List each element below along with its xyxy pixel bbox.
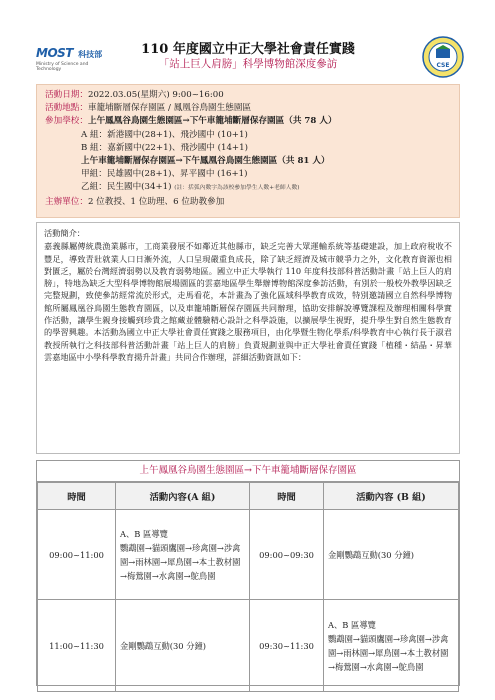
logo-text: MOST	[36, 46, 73, 60]
event-introduction	[36, 222, 460, 454]
group-yi: 乙組：民生國中(34+1) (註：括弧內數字為該校參加學生人數+老師人數)	[81, 182, 300, 193]
page-title: 110 年度國立中正大學社會責任實踐	[141, 42, 355, 57]
event-date: 活動日期：2022.03.05(星期六) 9:00~16:00	[45, 90, 224, 100]
col-header-activity-a: 活動內容(A 組)	[116, 483, 250, 510]
time-a-cell: 09:00~11:00	[38, 510, 116, 600]
intro-paragraph: 嘉義縣屬傳統農漁業縣市，工商業發展不如鄰近其他縣市，缺乏完善大眾運輸系統等基礎建設，加上政府稅收不豐足，導致青壯就業人口日漸外流，人口呈現嚴重負成長，除了缺乏經濟及城市競爭力之外，文化教育資源也相對匱乏，屬於台灣經濟弱勢以及教育弱勢地區。國立中正大學執行 110 年度科技部科普活動計畫「站上巨人的肩膀」，特地為缺乏大型科學博物館展場園區的雲嘉地區學生舉辦博物館深度參訪活動，有別於一般校外教學因缺乏完整規劃，致使參訪經常流於形式，走馬看花，本計畫為了強化區域科學教育成效，特別邀請國立自然科學博物館所屬鳳凰谷鳥園生態教育園區，以及車籠埔斷層保存園區共同辦理，協助安排解說導覽課程及辦理相關科學實作活動，讓學生親身接觸到珍貴之館藏並體驗精心設計之科學設施，以擴展學生視野，提升學生對自然生態教育的學習興趣。本活動為國立中正大學社會責任實踐之服務項目，由化學暨生物化學系/科學教育中心執行長于淑君教授所執行之科技部科普活動計畫「站上巨人的肩膀」負責規劃並與中正大學社會責任實踐「植種・結晶・昇華雲嘉地區中小學科學教育揚升計畫」共同合作辦理，詳細活動資訊如下：	[44, 241, 452, 362]
time-b-cell: 09:00~09:30	[250, 510, 324, 600]
page-subtitle: 「站上巨人肩膀」科學博物館深度參訪	[158, 58, 338, 70]
group-b: B 組：嘉新國中(22+1)、飛沙國中 (14+1)	[81, 142, 248, 153]
intro-heading: 活動簡介：	[44, 228, 85, 238]
group-jia: 甲組：民雄國中(28+1)、昇平國中 (16+1)	[81, 169, 248, 180]
header	[36, 34, 460, 82]
event-place: 活動地點：車籠埔斷層保存園區 / 鳳凰谷鳥園生態園區	[45, 103, 252, 114]
activity-b-cell: 金剛鸚鵡互動(30 分鐘)	[324, 510, 459, 600]
activity-a-cell: A、B 區導覽 鸚鵡園→貓頭鷹園→珍禽園→涉禽園→雨林園→犀鳥園→本土教材園→梅鶯園→水禽園→鴕鳥園	[116, 510, 250, 600]
event-info-box	[36, 84, 460, 218]
activity-a-cell: 金剛鸚鵡互動(30 分鐘)	[116, 600, 250, 692]
schedule-table	[37, 482, 459, 692]
schedule-title: 上午鳳凰谷鳥園生態園區→下午車籠埔斷層保存園區	[37, 461, 459, 482]
col-header-activity-b: 活動內容 (B 組)	[324, 483, 459, 510]
seal-text: CSE	[436, 62, 450, 69]
group-a: A 組：新港國中(28+1)、飛沙國中 (10+1)	[81, 129, 248, 140]
organizer: 主辦單位：2 位教授、1 位助理、6 位助教參加	[45, 196, 225, 207]
time-b-cell: 09:30~11:30	[250, 600, 324, 692]
schedule-table-box	[36, 460, 460, 686]
university-seal-icon	[422, 36, 464, 78]
col-header-time-b: 時間	[250, 483, 324, 510]
most-logo	[36, 42, 106, 74]
time-a-cell: 11:00~11:30	[38, 600, 116, 692]
logo-en: Ministry of Science and Technology	[36, 62, 89, 72]
schedule-header-row	[38, 483, 459, 510]
pm-route: 上午車籠埔斷層保存園區→下午鳳凰谷鳥園生態園區（共 81 人）	[81, 156, 330, 167]
col-header-time-a: 時間	[38, 483, 116, 510]
participating-schools: 參加學校：上午鳳凰谷鳥園生態園區→下午車籠埔斷層保存園區（共 78 人）	[45, 116, 337, 127]
logo-cn: 科技部	[78, 50, 103, 59]
table-row	[38, 600, 459, 692]
activity-b-cell: A、B 區導覽 鸚鵡園→貓頭鷹園→珍禽園→涉禽園→雨林園→犀鳥園→本土教材園→梅鶯園→水禽園→鴕鳥園	[324, 600, 459, 692]
table-row	[38, 510, 459, 600]
